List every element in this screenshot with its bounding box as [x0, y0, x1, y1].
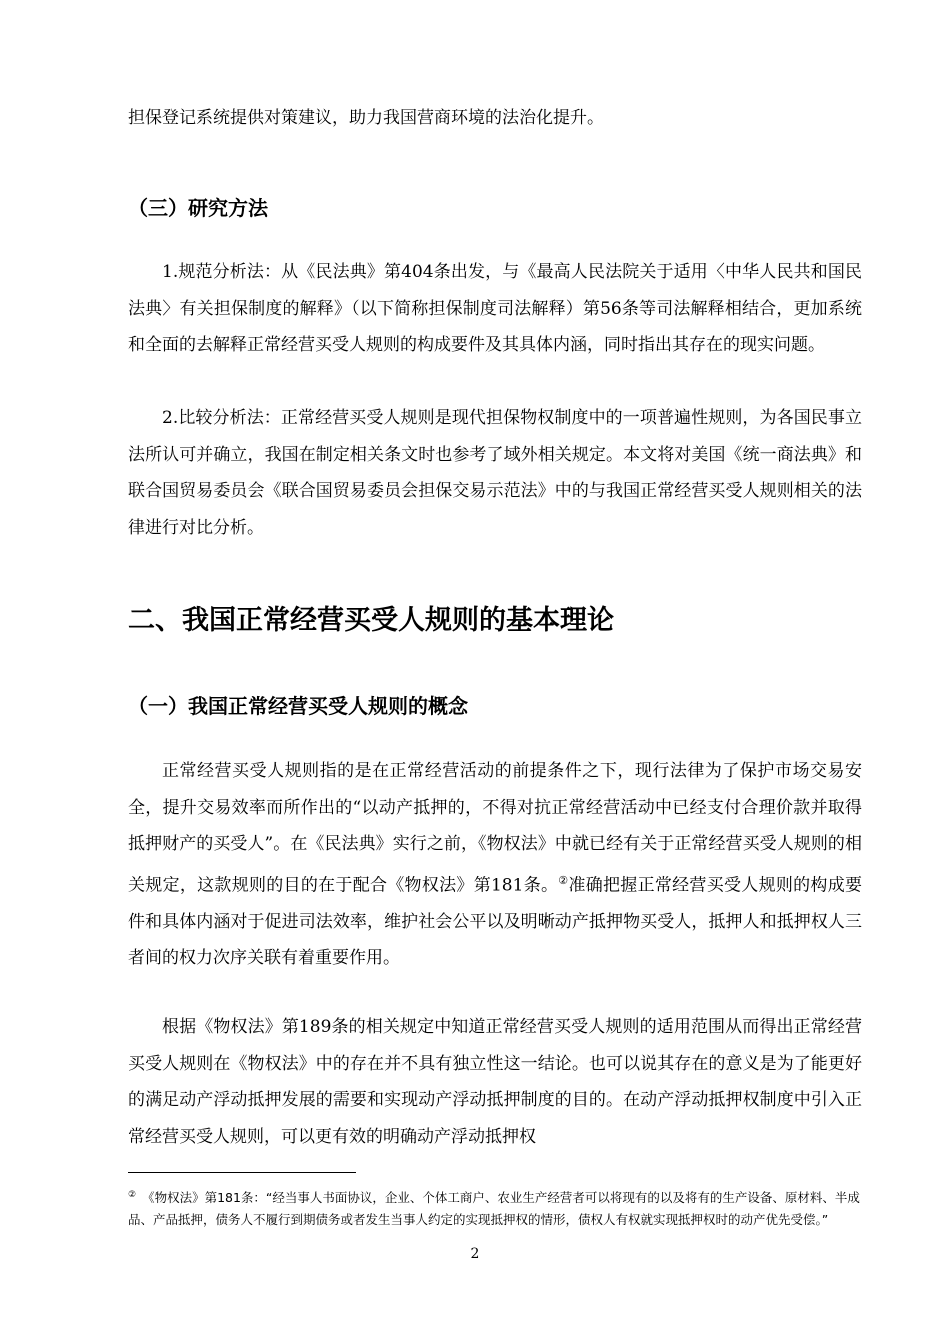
paragraph-normative-analysis: 1.规范分析法：从《民法典》第404条出发，与《最高人民法院关于适用〈中华人民共和国民法典〉有关担保制度的解释》（以下简称担保制度司法解释）第56条等司法解释相结合，更加系统和全面的去解释正常经营买受人规则的构成要件及其具体内涵，同时指出其存在的现实问题。 [128, 262, 862, 355]
paragraph-comparative-analysis: 2.比较分析法：正常经营买受人规则是现代担保物权制度中的一项普遍性规则，为各国民事立法所认可并确立，我国在制定相关条文时也参考了域外相关规定。本文将对美国《统一商法典》和联合国贸易委员会《联合国贸易委员会担保交易示范法》中的与我国正常经营买受人规则相关的法律进行对比分析。 [128, 408, 862, 538]
footnote-marker: ② [128, 1190, 137, 1200]
paragraph-concept-part1: 正常经营买受人规则指的是在正常经营活动的前提条件之下，现行法律为了保护市场交易安全，提升交易效率而所作出的“以动产抵押的，不得对抗正常经营活动中已经支付合理价款并取得抵押财产的买受人”。在《民法典》实行之前，《物权法》中就已经有关于正常经营买受人规则的相关规定，这款规则的目的在于配合《物权法》第181条。 [128, 761, 862, 896]
footnote [128, 1184, 862, 1231]
heading-research-methods: （三）研究方法 [128, 196, 268, 220]
paragraph-concept-part2: 准确把握正常经营买受人规则的构成要件和具体内涵对于促进司法效率，维护社会公平以及明晰动产抵押物买受人，抵押人和抵押权人三者间的权力次序关联有着重要作用。 [128, 875, 862, 969]
paragraph-concept [128, 753, 862, 977]
footnote-reference: ② [558, 873, 569, 887]
paragraph-scope: 根据《物权法》第189条的相关规定中知道正常经营买受人规则的适用范围从而得出正常经营买受人规则在《物权法》中的存在并不具有独立性这一结论。也可以说其存在的意义是为了能更好的满足动产浮动抵押发展的需要和实现动产浮动抵押制度的目的。在动产浮动抵押权制度中引入正常经营买受人规则，可以更有效的明确动产浮动抵押权 [128, 1017, 862, 1147]
heading-chapter-two: 二、我国正常经营买受人规则的基本理论 [128, 605, 614, 636]
footnote-divider [128, 1172, 356, 1173]
page-number: 2 [470, 1246, 480, 1262]
heading-concept: （一）我国正常经营买受人规则的概念 [128, 694, 468, 718]
footnote-text: 《物权法》第181条：“经当事人书面协议，企业、个体工商户、农业生产经营者可以将现有的以及将有的生产设备、原材料、半成品、产品抵押，债务人不履行到期债务或者发生当事人约定的实现抵押权的情形，债权人有权就实现抵押权时的动产优先受偿。” [128, 1190, 860, 1228]
paragraph-continuation: 担保登记系统提供对策建议，助力我国营商环境的法治化提升。 [128, 108, 604, 128]
